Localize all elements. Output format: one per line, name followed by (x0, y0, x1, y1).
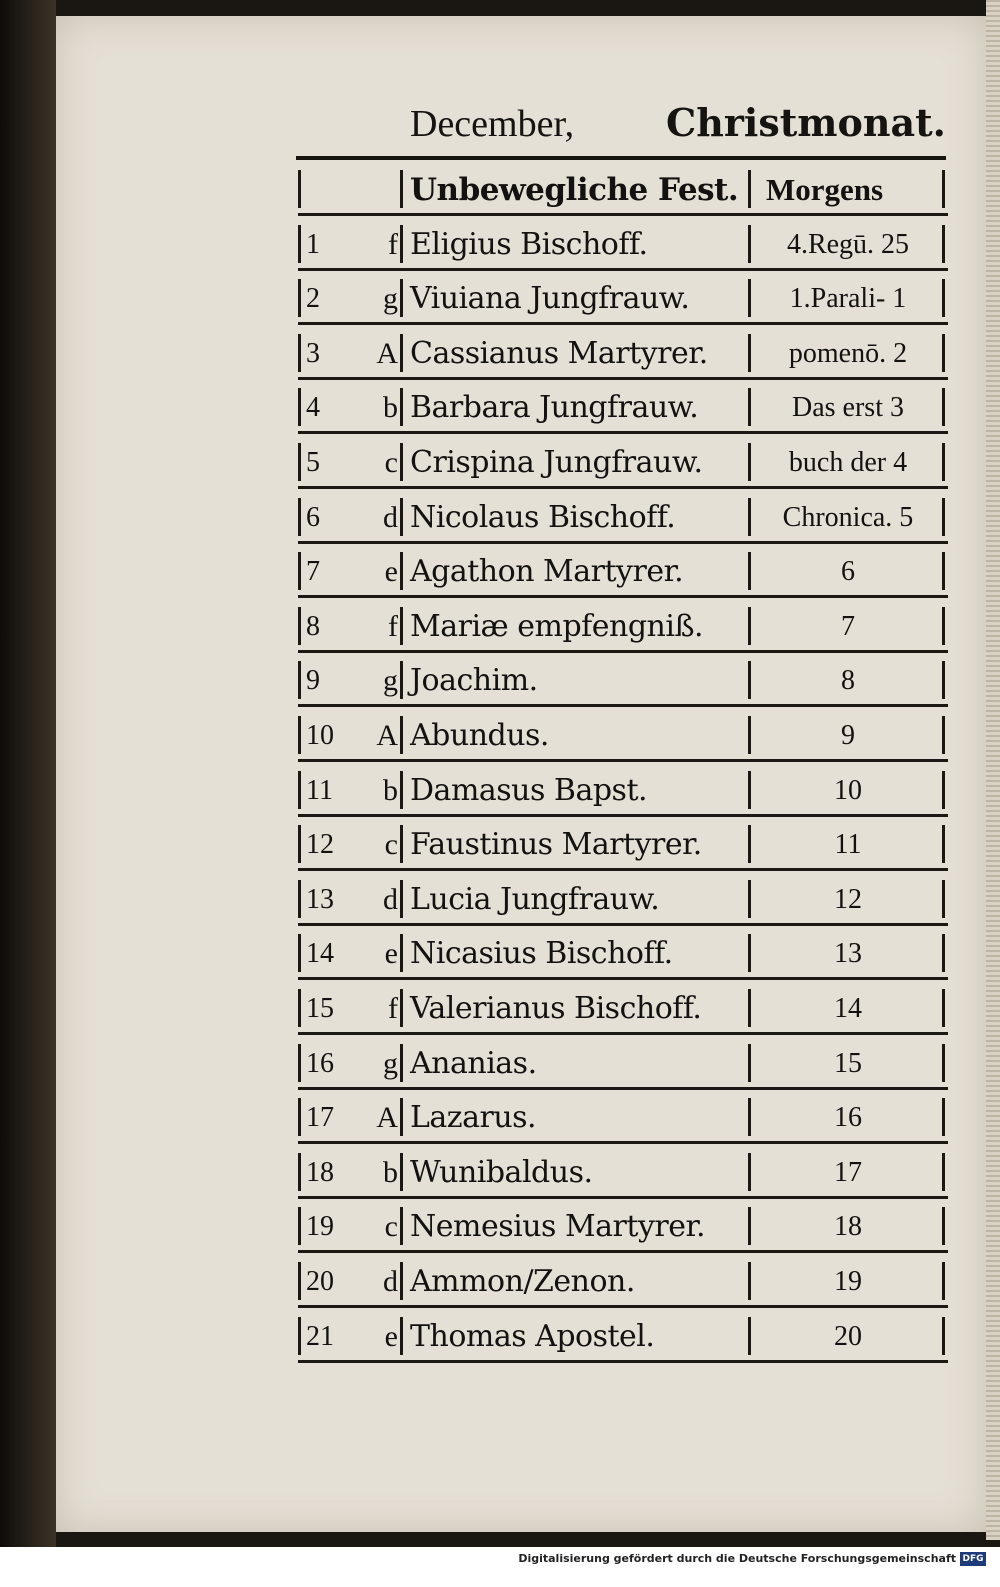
feast-name: Ananias. (410, 1045, 537, 1081)
column-rule-1 (400, 661, 403, 699)
column-rule-3 (942, 1044, 945, 1082)
column-rule-1 (400, 989, 403, 1027)
table-row (296, 1199, 954, 1253)
table-header-row (296, 162, 954, 216)
morning-reading: 8 (841, 665, 855, 697)
column-rule-0 (298, 825, 301, 863)
table-row (296, 544, 954, 598)
column-rule-0 (298, 388, 301, 426)
feast-name: Eligius Bischoff. (410, 226, 648, 262)
row-rule (298, 1141, 948, 1144)
table-row (296, 708, 954, 762)
dominical-letter: c (384, 446, 398, 479)
day-number: 1 (306, 228, 320, 260)
column-rule-1 (400, 1207, 403, 1245)
column-rule-3 (942, 443, 945, 481)
page-header (410, 100, 946, 156)
column-rule-1 (400, 1153, 403, 1191)
column-rule-3 (942, 225, 945, 263)
dominical-letter: d (383, 500, 398, 534)
day-number: 16 (306, 1047, 334, 1079)
feast-name: Crispina Jungfrauw. (410, 445, 703, 480)
table-row (296, 380, 954, 434)
feast-name: Lucia Jungfrauw. (410, 881, 660, 917)
column-rule-3 (942, 934, 945, 972)
feast-name: Mariæ empfengniß. (410, 608, 704, 644)
column-rule-0 (298, 1153, 301, 1191)
day-number: 6 (306, 501, 320, 533)
column-rule-0 (298, 552, 301, 590)
row-rule (298, 431, 948, 434)
column-rule-1 (400, 825, 403, 863)
row-rule (298, 541, 948, 544)
column-rule-1 (400, 443, 403, 481)
column-rule-1 (400, 388, 403, 426)
morning-reading: Das erst 3 (792, 392, 904, 424)
dominical-letter: b (383, 391, 398, 425)
column-rule-2 (748, 1317, 751, 1355)
column-rule-0 (298, 607, 301, 645)
day-number: 10 (306, 720, 334, 751)
column-rule-0 (298, 498, 301, 536)
column-rule-3 (942, 607, 945, 645)
column-rule-0 (298, 443, 301, 481)
dominical-letter: e (384, 937, 398, 971)
column-rule-3 (942, 334, 945, 372)
day-number: 18 (306, 1156, 334, 1188)
month-latin: December, (410, 103, 575, 145)
day-number: 13 (306, 883, 334, 915)
row-rule (298, 1032, 948, 1035)
row-rule (298, 814, 948, 817)
table-row (296, 1145, 954, 1199)
column-rule-1 (400, 334, 403, 372)
day-number: 17 (306, 1102, 334, 1134)
column-rule-1 (400, 170, 403, 208)
column-rule-0 (298, 1262, 301, 1300)
row-rule (298, 868, 948, 871)
column-rule-2 (748, 771, 751, 809)
row-rule (298, 1250, 948, 1253)
morning-reading: 1.Parali- 1 (789, 283, 907, 315)
row-rule (298, 759, 948, 762)
dominical-letter: e (384, 1319, 398, 1353)
table-row (296, 435, 954, 489)
column-rule-0 (298, 771, 301, 809)
table-row (296, 271, 954, 325)
morning-reading: 7 (841, 610, 855, 642)
day-number: 19 (306, 1211, 334, 1243)
morning-reading: 15 (834, 1047, 862, 1079)
column-rule-1 (400, 1317, 403, 1355)
column-rule-3 (942, 170, 945, 208)
dominical-letter: c (384, 828, 398, 862)
table-row (296, 817, 954, 871)
column-rule-1 (400, 1098, 403, 1136)
column-rule-1 (400, 716, 403, 754)
table-row (296, 1254, 954, 1308)
column-rule-2 (748, 661, 751, 699)
table-top-rule (296, 156, 946, 160)
feast-name: Joachim. (410, 663, 538, 699)
row-rule (298, 704, 948, 707)
feast-name: Nicolaus Bischoff. (410, 499, 676, 535)
dominical-letter: d (383, 882, 398, 916)
table-row (296, 1036, 954, 1090)
day-number: 15 (306, 993, 334, 1024)
dominical-letter: e (384, 555, 398, 589)
day-number: 14 (306, 938, 334, 970)
column-rule-1 (400, 880, 403, 918)
day-number: 4 (306, 392, 320, 424)
row-rule (298, 595, 948, 598)
column-rule-2 (748, 607, 751, 645)
day-number: 12 (306, 829, 334, 861)
day-number: 8 (306, 610, 320, 642)
column-rule-0 (298, 934, 301, 972)
row-rule (298, 977, 948, 980)
column-rule-1 (400, 771, 403, 809)
row-rule (298, 650, 948, 653)
morning-reading: Chronica. 5 (782, 501, 914, 533)
column-rule-2 (748, 880, 751, 918)
table-row (296, 326, 954, 380)
morning-reading: 17 (834, 1156, 862, 1188)
column-rule-0 (298, 279, 301, 317)
column-rule-3 (942, 1098, 945, 1136)
row-rule (298, 1087, 948, 1090)
feast-name: Nicasius Bischoff. (410, 936, 673, 972)
column-rule-1 (400, 552, 403, 590)
column-rule-2 (748, 1207, 751, 1245)
row-rule (298, 1305, 948, 1308)
table-row (296, 1090, 954, 1144)
table-row (296, 599, 954, 653)
column-rule-3 (942, 661, 945, 699)
column-rule-2 (748, 225, 751, 263)
morning-reading: 20 (834, 1320, 862, 1352)
column-rule-2 (748, 443, 751, 481)
column-rule-2 (748, 334, 751, 372)
column-rule-2 (748, 934, 751, 972)
morning-reading: pomenō. 2 (788, 337, 908, 369)
dominical-letter: b (383, 773, 398, 807)
column-rule-3 (942, 1317, 945, 1355)
column-rule-2 (748, 1262, 751, 1300)
dominical-letter: f (388, 609, 398, 643)
row-rule (298, 1360, 948, 1363)
row-rule (298, 486, 948, 489)
column-rule-0 (298, 989, 301, 1027)
row-rule (298, 268, 948, 271)
dominical-letter: b (383, 1155, 398, 1189)
dominical-letter: g (383, 1046, 398, 1080)
row-rule (298, 377, 948, 380)
column-rule-2 (748, 989, 751, 1027)
morning-reading: 12 (834, 883, 862, 915)
column-rule-3 (942, 716, 945, 754)
day-number: 21 (306, 1320, 334, 1352)
morning-reading: 14 (834, 993, 862, 1024)
morning-reading: 11 (834, 829, 862, 861)
column-rule-0 (298, 1098, 301, 1136)
page-edges (986, 0, 1000, 1540)
column-rule-0 (298, 1317, 301, 1355)
morning-reading: Morgens (766, 172, 884, 207)
row-rule (298, 213, 948, 216)
column-rule-3 (942, 498, 945, 536)
feast-name: Nemesius Martyrer. (410, 1209, 706, 1245)
table-row (296, 653, 954, 707)
column-rule-3 (942, 1262, 945, 1300)
day-number: 7 (306, 556, 320, 588)
dominical-letter: g (383, 664, 398, 698)
column-rule-2 (748, 279, 751, 317)
column-rule-0 (298, 225, 301, 263)
feast-name: Barbara Jungfrauw. (410, 390, 699, 426)
column-rule-0 (298, 170, 301, 208)
column-rule-1 (400, 607, 403, 645)
feast-name: Abundus. (410, 718, 549, 753)
morning-reading: 4.Regū. 25 (786, 228, 910, 260)
column-rule-2 (748, 498, 751, 536)
month-german: Christmonat. (666, 100, 946, 145)
morning-reading: 19 (834, 1266, 862, 1297)
column-rule-3 (942, 1153, 945, 1191)
dominical-letter: f (388, 227, 398, 261)
column-rule-2 (748, 825, 751, 863)
feast-name: Unbewegliche Fest. (410, 172, 739, 208)
column-rule-1 (400, 498, 403, 536)
dominical-letter: f (388, 992, 398, 1025)
column-rule-1 (400, 1044, 403, 1082)
table-row (296, 872, 954, 926)
column-rule-0 (298, 1207, 301, 1245)
table-row (296, 763, 954, 817)
book-spine (0, 0, 56, 1587)
table-row (296, 1309, 954, 1363)
feast-name: Lazarus. (410, 1100, 537, 1136)
column-rule-3 (942, 279, 945, 317)
dominical-letter: c (384, 1210, 398, 1244)
column-rule-1 (400, 279, 403, 317)
day-number: 5 (306, 447, 320, 478)
day-number: 20 (306, 1266, 334, 1297)
column-rule-0 (298, 661, 301, 699)
column-rule-3 (942, 880, 945, 918)
column-rule-2 (748, 1098, 751, 1136)
dominical-letter: d (383, 1265, 398, 1298)
digitization-credit: Digitalisierung gefördert durch die Deutsche Forschungsgemeinschaft (518, 1552, 956, 1565)
column-rule-2 (748, 716, 751, 754)
column-rule-3 (942, 989, 945, 1027)
feast-name: Wunibaldus. (410, 1154, 593, 1190)
feast-name: Valerianus Bischoff. (410, 991, 702, 1026)
day-number: 2 (306, 283, 320, 315)
row-rule (298, 1196, 948, 1199)
column-rule-3 (942, 1207, 945, 1245)
column-rule-2 (748, 1153, 751, 1191)
column-rule-0 (298, 716, 301, 754)
morning-reading: 16 (834, 1102, 862, 1134)
table-row (296, 981, 954, 1035)
feast-name: Faustinus Martyrer. (410, 827, 702, 863)
column-rule-3 (942, 552, 945, 590)
feast-name: Viuiana Jungfrauw. (410, 281, 690, 317)
table-row (296, 490, 954, 544)
feast-name: Damasus Bapst. (410, 772, 648, 808)
day-number: 3 (306, 337, 320, 369)
dfg-logo: DFG (960, 1552, 986, 1566)
dominical-letter: A (376, 719, 398, 752)
column-rule-1 (400, 934, 403, 972)
row-rule (298, 322, 948, 325)
column-rule-1 (400, 225, 403, 263)
morning-reading: 6 (841, 556, 855, 588)
day-number: 9 (306, 665, 320, 697)
column-rule-3 (942, 825, 945, 863)
row-rule (298, 923, 948, 926)
dominical-letter: A (376, 336, 398, 370)
column-rule-2 (748, 170, 751, 208)
column-rule-2 (748, 552, 751, 590)
column-rule-3 (942, 388, 945, 426)
column-rule-2 (748, 1044, 751, 1082)
table-row (296, 217, 954, 271)
feast-name: Ammon/Zenon. (410, 1264, 635, 1299)
dominical-letter: g (383, 282, 398, 316)
morning-reading: 13 (834, 938, 862, 970)
table-row (296, 926, 954, 980)
feast-name: Thomas Apostel. (410, 1318, 655, 1354)
column-rule-3 (942, 771, 945, 809)
morning-reading: buch der 4 (788, 447, 908, 478)
column-rule-2 (748, 388, 751, 426)
day-number: 11 (306, 774, 333, 806)
morning-reading: 9 (841, 720, 855, 751)
feast-name: Agathon Martyrer. (410, 554, 684, 590)
morning-reading: 18 (834, 1211, 862, 1243)
column-rule-1 (400, 1262, 403, 1300)
feast-name: Cassianus Martyrer. (410, 335, 708, 371)
morning-reading: 10 (834, 774, 862, 806)
column-rule-0 (298, 334, 301, 372)
column-rule-0 (298, 1044, 301, 1082)
dominical-letter: A (376, 1101, 398, 1135)
column-rule-0 (298, 880, 301, 918)
